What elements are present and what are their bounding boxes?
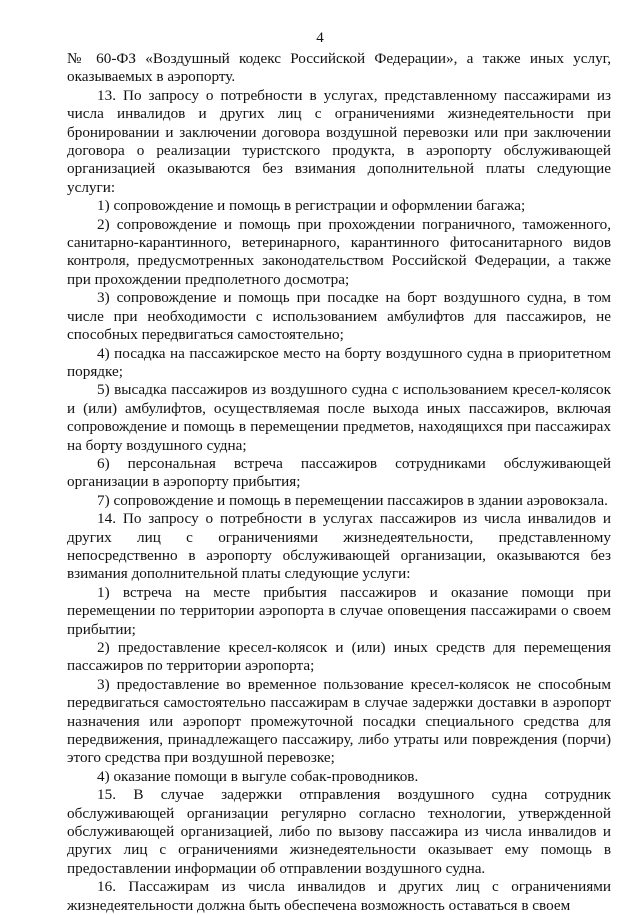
paragraph-15: 15. В случае задержки отправления воздушного судна сотрудник обслуживающей организации регулярно согласно технологии, утвержденной обслуживающей организацией, либо по вызову пассажира из числа инвалидов и других лиц с ограничениями жизнедеятельности оказывает ему помощь в предоставлении информации об отправлении воздушного судна. bbox=[67, 786, 611, 877]
list-item-13-5: 5) высадка пассажиров из воздушного судна с использованием кресел-колясок и (или) амбулифтов, осуществляемая после выхода иных пассажиров, включая сопровождение и помощь в перемещении предметов, находящихся при пассажирах на борту воздушного судна; bbox=[67, 381, 611, 454]
document-body bbox=[67, 50, 611, 915]
list-item-14-1: 1) встреча на месте прибытия пассажиров и оказание помощи при перемещении по территории аэропорта в случае оповещения пассажирами о своем прибытии; bbox=[67, 583, 611, 638]
list-item-13-1: 1) сопровождение и помощь в регистрации и оформлении багажа; bbox=[97, 197, 526, 215]
list-item-14-2: 2) предоставление кресел-колясок и (или) иных средств для перемещения пассажиров по территории аэропорта; bbox=[67, 639, 611, 675]
list-item-13-2: 2) сопровождение и помощь при прохождении пограничного, таможенного, санитарно-карантинного, ветеринарного, карантинного фитосанитарного видов контроля, предусмотренных законодательством Российской Федерации, а также при прохождении предполетного досмотра; bbox=[67, 215, 611, 288]
list-item-13-7: 7) сопровождение и помощь в перемещении пассажиров в здании аэровокзала. bbox=[97, 491, 608, 509]
list-item-13-6: 6) персональная встреча пассажиров сотрудниками обслуживающей организации в аэропорту прибытия; bbox=[67, 454, 611, 491]
list-item-14-3: 3) предоставление во временное пользование кресел-колясок не способным передвигаться самостоятельно пассажирам в случае задержки доставки в аэропорт назначения или аэропорт промежуточной посадки специального средства для передвижения, принадлежащего пассажиру, либо утраты или повреждения (порчи) этого средства при воздушной перевозке; bbox=[67, 675, 611, 767]
paragraph-13: 13. По запросу о потребности в услугах, представленному пассажирами из числа инвалидов и других лиц с ограничениями жизнедеятельности при бронировании и заключении договора воздушной перевозки или при заключении договора о реализации туристского продукта, в аэропорту обслуживающей организацией оказываются без взимания дополнительной платы следующие услуги: bbox=[67, 86, 611, 196]
paragraph-16: 16. Пассажирам из числа инвалидов и других лиц с ограничениями жизнедеятельности должна быть обеспечена возможность оставаться в своем bbox=[67, 878, 611, 914]
list-item-14-4: 4) оказание помощи в выгуле собак-проводников. bbox=[97, 767, 419, 785]
paragraph-continuation: № 60-ФЗ «Воздушный кодекс Российской Федерации», а также иных услуг, оказываемых в аэропорту. bbox=[67, 50, 611, 86]
list-item-13-3: 3) сопровождение и помощь при посадке на борт воздушного судна, в том числе при необходимости с использованием амбулифтов для пассажиров, не способных передвигаться самостоятельно; bbox=[67, 289, 611, 344]
page-number: 4 bbox=[316, 30, 324, 46]
list-item-13-4: 4) посадка на пассажирское место на борту воздушного судна в приоритетном порядке; bbox=[67, 344, 611, 380]
paragraph-14: 14. По запросу о потребности в услугах пассажиров из числа инвалидов и других лиц с ограничениями жизнедеятельности, представленному непосредственно в аэропорту обслуживающей организации, оказываются без взимания дополнительной платы следующие услуги: bbox=[67, 510, 611, 583]
